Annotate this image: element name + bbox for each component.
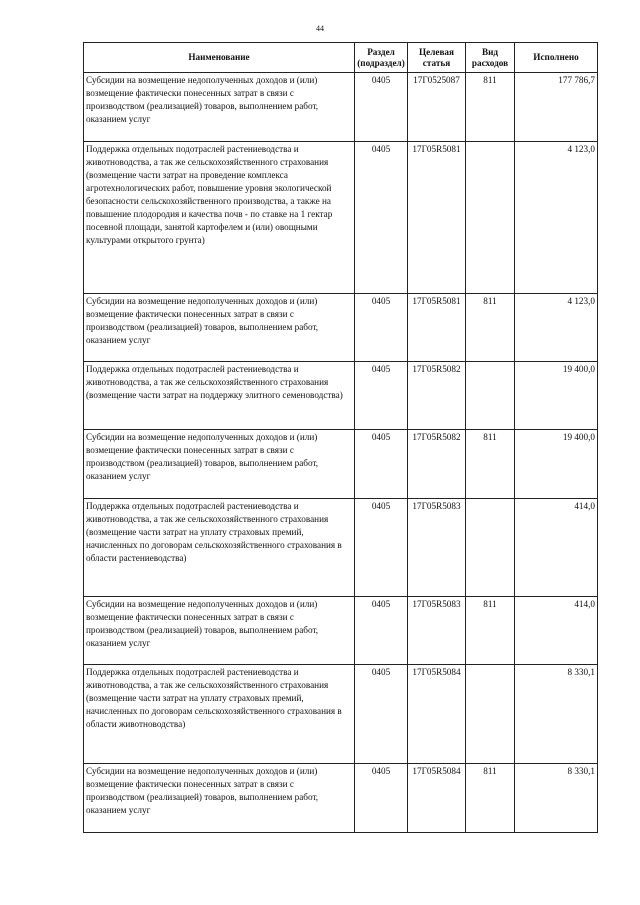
column-header-section: Раздел (подраздел) <box>355 43 408 73</box>
budget-table <box>83 42 598 833</box>
column-header-name: Наименование <box>84 43 355 73</box>
cell-executed: 414,0 <box>515 499 598 597</box>
cell-target: 17Г05R5083 <box>408 597 466 665</box>
cell-name: Поддержка отдельных подотраслей растениеводства и животноводства, а так же сельскохозяйственного страхования (возмещение части затрат на поддержку элитного семеноводства) <box>84 362 355 430</box>
column-header-expense-type: Вид расходов <box>466 43 515 73</box>
cell-executed: 8 330,1 <box>515 665 598 764</box>
cell-expense-type: 811 <box>466 73 515 142</box>
table-row <box>84 142 598 294</box>
cell-target: 17Г05R5082 <box>408 430 466 499</box>
table-row <box>84 499 598 597</box>
cell-executed: 4 123,0 <box>515 142 598 294</box>
table-row <box>84 430 598 499</box>
column-header-executed: Исполнено <box>515 43 598 73</box>
cell-section: 0405 <box>355 597 408 665</box>
cell-section: 0405 <box>355 142 408 294</box>
cell-name: Поддержка отдельных подотраслей растениеводства и животноводства, а так же сельскохозяйственного страхования (возмещение части затрат на проведение комплекса агротехнологических работ, повышение уровня экологической безопасности сельскохозяйственного производства, а также на повышение плодородия и качества почв - по ставке на 1 гектар посевной площади, занятой картофелем и (или) овощными культурами открытого грунта) <box>84 142 355 294</box>
cell-executed: 4 123,0 <box>515 294 598 362</box>
cell-expense-type <box>466 499 515 597</box>
cell-name: Субсидии на возмещение недополученных доходов и (или) возмещение фактически понесенных затрат в связи с производством (реализацией) товаров, выполнением работ, оказанием услуг <box>84 597 355 665</box>
cell-section: 0405 <box>355 73 408 142</box>
table-row <box>84 362 598 430</box>
cell-executed: 414,0 <box>515 597 598 665</box>
cell-expense-type <box>466 142 515 294</box>
cell-expense-type <box>466 362 515 430</box>
cell-expense-type: 811 <box>466 597 515 665</box>
cell-executed: 19 400,0 <box>515 430 598 499</box>
cell-expense-type: 811 <box>466 294 515 362</box>
cell-expense-type: 811 <box>466 430 515 499</box>
cell-section: 0405 <box>355 362 408 430</box>
table-row <box>84 73 598 142</box>
cell-executed: 8 330,1 <box>515 764 598 833</box>
table-row <box>84 294 598 362</box>
cell-target: 17Г05R5084 <box>408 764 466 833</box>
cell-section: 0405 <box>355 499 408 597</box>
table-header-row <box>84 43 598 73</box>
cell-name: Субсидии на возмещение недополученных доходов и (или) возмещение фактически понесенных затрат в связи с производством (реализацией) товаров, выполнением работ, оказанием услуг <box>84 764 355 833</box>
cell-target: 17Г05R5082 <box>408 362 466 430</box>
page-number: 44 <box>316 24 324 33</box>
cell-name: Субсидии на возмещение недополученных доходов и (или) возмещение фактически понесенных затрат в связи с производством (реализацией) товаров, выполнением работ, оказанием услуг <box>84 294 355 362</box>
cell-section: 0405 <box>355 294 408 362</box>
column-header-target: Целевая статья <box>408 43 466 73</box>
cell-section: 0405 <box>355 665 408 764</box>
table-row <box>84 597 598 665</box>
cell-executed: 177 786,7 <box>515 73 598 142</box>
cell-expense-type <box>466 665 515 764</box>
cell-name: Поддержка отдельных подотраслей растениеводства и животноводства, а так же сельскохозяйственного страхования (возмещение части затрат на уплату страховых премий, начисленных по договорам сельскохозяйственного страхования в области животноводства) <box>84 665 355 764</box>
cell-name: Субсидии на возмещение недополученных доходов и (или) возмещение фактически понесенных затрат в связи с производством (реализацией) товаров, выполнением работ, оказанием услуг <box>84 73 355 142</box>
cell-target: 17Г05R5084 <box>408 665 466 764</box>
cell-name: Поддержка отдельных подотраслей растениеводства и животноводства, а так же сельскохозяйственного страхования (возмещение части затрат на уплату страховых премий, начисленных по договорам сельскохозяйственного страхования в области растениеводства) <box>84 499 355 597</box>
cell-executed: 19 400,0 <box>515 362 598 430</box>
cell-section: 0405 <box>355 764 408 833</box>
table-row <box>84 764 598 833</box>
cell-target: 17Г05R5083 <box>408 499 466 597</box>
cell-target: 17Г05R5081 <box>408 294 466 362</box>
cell-name: Субсидии на возмещение недополученных доходов и (или) возмещение фактически понесенных затрат в связи с производством (реализацией) товаров, выполнением работ, оказанием услуг <box>84 430 355 499</box>
cell-expense-type: 811 <box>466 764 515 833</box>
cell-target: 17Г05R5081 <box>408 142 466 294</box>
table-row <box>84 665 598 764</box>
cell-section: 0405 <box>355 430 408 499</box>
cell-target: 17Г0525087 <box>408 73 466 142</box>
